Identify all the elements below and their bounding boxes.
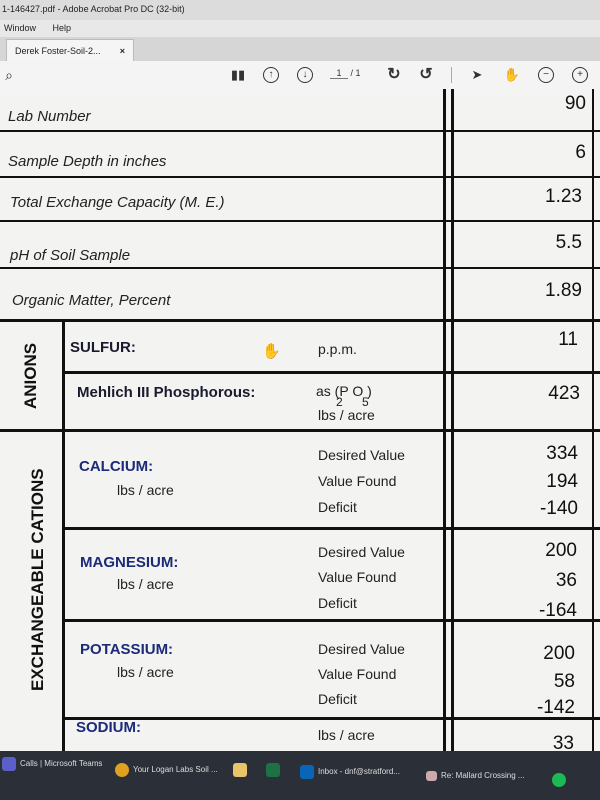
potassium-desired-value: 200 [543,643,575,664]
calcium-unit: lbs / acre [117,482,174,498]
ph-value: 5.5 [555,232,582,253]
window-title: 1-146427.pdf - Adobe Acrobat Pro DC (32-bit) [0,0,600,20]
organic-matter-value: 1.89 [545,280,582,301]
sample-depth-value: 6 [575,142,586,163]
next-page-icon[interactable]: ↓ [297,67,313,83]
sulfur-value: 11 [558,329,578,350]
magnesium-desired-label: Desired Value [318,544,405,560]
ph-label: pH of Soil Sample [10,247,131,264]
hand-tool-icon[interactable]: ✋ [503,67,521,82]
binoculars-icon[interactable]: ▮▮ [230,67,246,82]
tab-strip [0,37,600,61]
rotate-clockwise-icon[interactable]: ↻ [387,66,401,83]
calcium-deficit-value: -140 [539,498,578,519]
page-total: / 1 [350,68,361,78]
toolbar [0,61,600,90]
taskbar-mail-reply[interactable]: Re: Mallard Crossing ... [426,771,525,781]
tab-document[interactable] [6,39,134,61]
search-icon[interactable]: ⌕ [5,67,13,83]
organic-matter-label: Organic Matter, Percent [12,292,171,309]
sodium-unit: lbs / acre [318,727,375,743]
phosphorous-unit-subscript: 2 5 [336,395,377,409]
exchangeable-cations-section-label: EXCHANGEABLE CATIONS [28,468,47,691]
row-divider [62,527,600,530]
taskbar-chrome[interactable]: Your Logan Labs Soil ... [115,763,218,777]
potassium-found-label: Value Found [318,666,397,682]
taskbar [0,751,600,800]
phosphorous-unit-lbs: lbs / acre [318,407,375,423]
teams-icon [2,757,16,771]
tab-label: Derek Foster-Soil-2... [15,46,101,56]
page-current-input[interactable]: 1 [330,68,348,79]
previous-page-icon[interactable]: ↑ [263,67,279,83]
zoom-out-icon[interactable]: − [538,67,554,83]
potassium-deficit-value: -142 [536,697,575,718]
taskbar-outlook[interactable]: Inbox - dnf@stratford... [300,765,400,779]
pdf-document-view [0,89,600,751]
row-divider [0,220,600,222]
row-divider [0,319,600,322]
potassium-found-value: 58 [553,671,575,692]
table-divider-vertical [443,89,446,751]
magnesium-heading: MAGNESIUM: [80,554,179,571]
lab-number-label: Lab Number [8,108,91,125]
toolbar-divider [451,67,452,83]
zoom-in-icon[interactable]: + [572,67,588,83]
sodium-value: 33 [552,733,574,751]
phosphorous-unit: as (P O ) [316,383,372,399]
taskbar-spotify[interactable] [552,773,570,787]
table-divider-vertical [451,89,454,751]
menu-bar [0,20,600,37]
phosphorous-value: 423 [548,383,580,404]
lab-number-value: 90 [564,93,586,114]
excel-icon [266,763,280,777]
row-divider [0,267,600,269]
select-cursor-icon[interactable]: ➤ [471,67,483,82]
hand-cursor-icon: ✋ [262,343,281,360]
magnesium-desired-value: 200 [545,540,577,561]
row-divider [62,371,600,374]
taskbar-excel[interactable] [266,763,284,777]
close-icon[interactable]: × [119,46,125,56]
calcium-desired-label: Desired Value [318,447,405,463]
calcium-found-label: Value Found [318,473,397,489]
mail-icon [426,771,437,781]
sodium-heading: SODIUM: [76,719,141,736]
calcium-heading: CALCIUM: [79,458,154,475]
outlook-icon [300,765,314,779]
anions-section-label: ANIONS [21,342,40,409]
potassium-desired-label: Desired Value [318,641,405,657]
menu-help[interactable]: Help [52,23,72,33]
table-border-right [592,89,594,751]
potassium-unit: lbs / acre [117,664,174,680]
taskbar-file-explorer[interactable] [233,763,251,777]
section-divider [0,429,600,432]
calcium-found-value: 194 [546,471,578,492]
page-indicator [330,68,361,79]
menu-window[interactable]: Window [4,23,37,33]
magnesium-unit: lbs / acre [117,576,174,592]
magnesium-found-value: 36 [555,570,577,591]
exchange-capacity-label: Total Exchange Capacity (M. E.) [10,194,225,211]
sample-depth-label: Sample Depth in inches [8,153,167,170]
sulfur-heading: SULFUR: [70,339,136,356]
spotify-icon [552,773,566,787]
potassium-heading: POTASSIUM: [80,641,174,658]
rotate-counterclockwise-icon[interactable]: ↺ [419,66,433,83]
exchange-capacity-value: 1.23 [545,186,582,207]
folder-icon [233,763,247,777]
row-divider [0,130,600,132]
sulfur-unit: p.p.m. [318,341,357,357]
chrome-icon [115,763,129,777]
magnesium-deficit-label: Deficit [318,595,357,611]
taskbar-teams[interactable]: Calls | Microsoft Teams [2,757,102,771]
potassium-deficit-label: Deficit [318,691,357,707]
calcium-deficit-label: Deficit [318,499,357,515]
magnesium-deficit-value: -164 [538,600,577,621]
magnesium-found-label: Value Found [318,569,397,585]
section-column-divider [62,321,65,751]
row-divider [0,176,600,178]
phosphorous-heading: Mehlich III Phosphorous: [77,384,256,401]
calcium-desired-value: 334 [546,443,578,464]
